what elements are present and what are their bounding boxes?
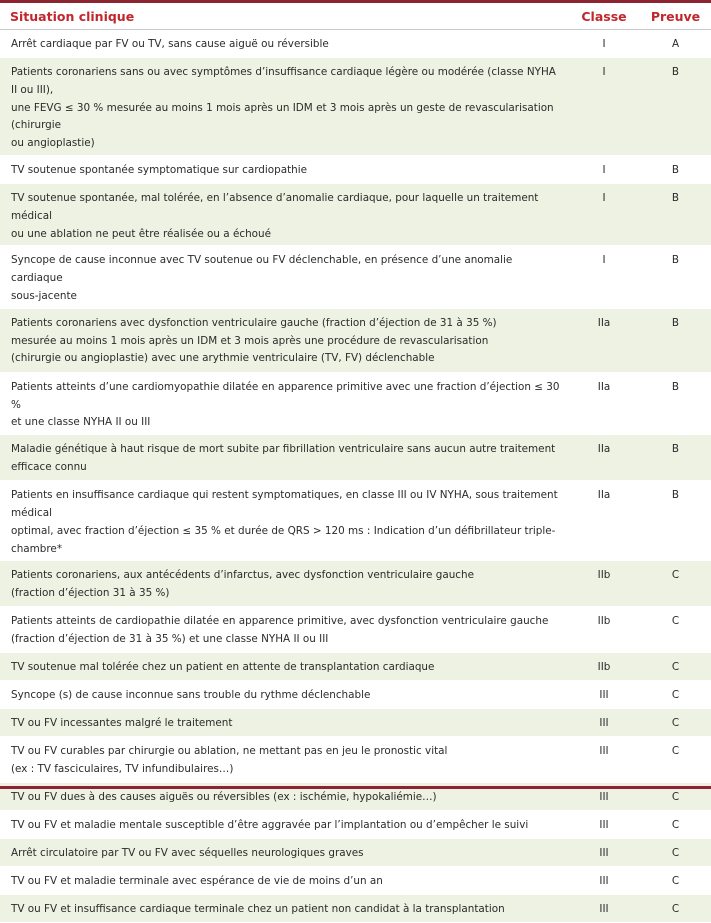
header-row	[0, 3, 711, 30]
situation-line: Maladie génétique à haut risque de mort subite par fibrillation ventriculaire sans aucun autre traitement	[11, 443, 556, 456]
situation-line: sous-jacente	[11, 289, 77, 302]
situation-cell	[0, 653, 568, 681]
situation-cell	[0, 183, 568, 245]
situation-line: Patients coronariens, aux antécédents d’infarctus, avec dysfonction ventriculaire gauche	[11, 569, 474, 582]
situation-line: ou angioplastie)	[11, 137, 95, 150]
preuve-cell: C	[640, 839, 711, 867]
preuve-cell: B	[640, 183, 711, 245]
situation-line: Syncope de cause inconnue avec TV soutenue ou FV déclenchable, en présence d’une anomalie cardiaque	[11, 254, 513, 285]
situation-cell	[0, 839, 568, 867]
situation-cell	[0, 709, 568, 737]
table-header	[0, 3, 711, 30]
classe-cell: I	[568, 58, 640, 156]
table-row	[0, 607, 711, 653]
situation-line: Patients atteints de cardiopathie dilatée en apparence primitive, avec dysfonction ventriculaire gauche	[11, 615, 549, 628]
situation-line: TV ou FV dues à des causes aiguës ou réversibles (ex : ischémie, hypokaliémie…)	[11, 791, 437, 804]
situation-line: TV ou FV incessantes malgré le traitement	[11, 717, 233, 730]
situation-line: optimal, avec fraction d’éjection ≤ 35 % et durée de QRS > 120 ms : Indication d’un défibrillateur triple-chambre*	[11, 524, 556, 555]
situation-line: une FEVG ≤ 30 % mesurée au moins 1 mois après un IDM et 3 mois après un geste de revascularisation (chirurgie	[11, 101, 554, 132]
table-row	[0, 435, 711, 481]
situation-line: (chirurgie ou angioplastie) avec une arythmie ventriculaire (TV, FV) déclenchable	[11, 352, 435, 365]
table-row	[0, 681, 711, 709]
classe-cell: III	[568, 709, 640, 737]
classe-cell: III	[568, 737, 640, 783]
table-row	[0, 561, 711, 607]
classe-cell: I	[568, 30, 640, 58]
situation-line: Patients coronariens sans ou avec symptômes d’insuffisance cardiaque légère ou modérée (classe NYHA II ou III),	[11, 66, 556, 96]
situation-line: (ex : TV fasciculaires, TV infundibulaires…)	[11, 763, 234, 776]
table-row	[0, 30, 711, 58]
table-row	[0, 183, 711, 245]
table-row	[0, 709, 711, 737]
classe-cell: I	[568, 155, 640, 183]
preuve-cell: C	[640, 867, 711, 895]
situation-cell	[0, 30, 568, 58]
situation-line: efficace connu	[11, 460, 87, 473]
preuve-cell: C	[640, 737, 711, 783]
situation-cell	[0, 435, 568, 481]
preuve-cell: C	[640, 681, 711, 709]
header-situation: Situation clinique	[0, 3, 568, 30]
classe-cell: IIa	[568, 372, 640, 434]
situation-cell	[0, 58, 568, 156]
classe-cell: III	[568, 681, 640, 709]
situation-line: ou une ablation ne peut être réalisée ou a échoué	[11, 227, 271, 240]
preuve-cell: B	[640, 58, 711, 156]
table-row	[0, 811, 711, 839]
table-row	[0, 737, 711, 783]
situation-line: TV soutenue mal tolérée chez un patient en attente de transplantation cardiaque	[11, 661, 435, 674]
preuve-cell: C	[640, 895, 711, 923]
header-classe: Classe	[568, 3, 640, 30]
classe-cell: I	[568, 183, 640, 245]
table-row	[0, 867, 711, 895]
classe-cell: III	[568, 895, 640, 923]
situation-cell	[0, 607, 568, 653]
preuve-cell: C	[640, 709, 711, 737]
classe-cell: III	[568, 811, 640, 839]
preuve-cell: C	[640, 607, 711, 653]
situation-cell	[0, 372, 568, 434]
classe-cell: I	[568, 246, 640, 308]
preuve-cell: A	[640, 30, 711, 58]
situation-line: et une classe NYHA II ou III	[11, 416, 151, 429]
situation-line: Arrêt circulatoire par TV ou FV avec séquelles neurologiques graves	[11, 847, 364, 860]
table-row	[0, 308, 711, 372]
preuve-cell: B	[640, 155, 711, 183]
preuve-cell: C	[640, 811, 711, 839]
table-row	[0, 839, 711, 867]
situation-cell	[0, 737, 568, 783]
preuve-cell: B	[640, 308, 711, 372]
table-row	[0, 653, 711, 681]
header-preuve: Preuve	[640, 3, 711, 30]
table-row	[0, 895, 711, 923]
classe-cell: IIa	[568, 435, 640, 481]
situation-line: TV soutenue spontanée, mal tolérée, en l’absence d’anomalie cardiaque, pour laquelle un traitement médical	[11, 191, 539, 222]
situation-cell	[0, 155, 568, 183]
preuve-cell: B	[640, 481, 711, 561]
situation-cell	[0, 895, 568, 923]
preuve-cell: C	[640, 561, 711, 607]
situation-cell	[0, 811, 568, 839]
preuve-cell: C	[640, 783, 711, 811]
situation-cell	[0, 481, 568, 561]
situation-cell	[0, 246, 568, 308]
situation-line: TV soutenue spontanée symptomatique sur cardiopathie	[11, 163, 308, 176]
situation-line: TV ou FV et insuffisance cardiaque terminale chez un patient non candidat à la transplantation	[11, 903, 505, 916]
classe-cell: III	[568, 783, 640, 811]
situation-cell	[0, 867, 568, 895]
preuve-cell: B	[640, 372, 711, 434]
table-row	[0, 155, 711, 183]
classe-cell: IIb	[568, 607, 640, 653]
classe-cell: IIb	[568, 653, 640, 681]
situation-line: (fraction d’éjection 31 à 35 %)	[11, 587, 170, 600]
situation-line: (fraction d’éjection de 31 à 35 %) et une classe NYHA II ou III	[11, 633, 329, 646]
situation-line: TV ou FV et maladie terminale avec espérance de vie de moins d’un an	[11, 875, 383, 888]
table-row	[0, 58, 711, 156]
indications-table	[0, 3, 711, 923]
table-row	[0, 246, 711, 308]
preuve-cell: B	[640, 246, 711, 308]
classe-cell: III	[568, 867, 640, 895]
preuve-cell: B	[640, 435, 711, 481]
situation-line: Arrêt cardiaque par FV ou TV, sans cause aiguë ou réversible	[11, 38, 329, 50]
situation-line: Patients atteints d’une cardiomyopathie dilatée en apparence primitive avec une fraction d’éjection ≤ 30 %	[11, 380, 560, 411]
table-row	[0, 372, 711, 434]
classe-cell: IIb	[568, 561, 640, 607]
situation-line: Patients coronariens avec dysfonction ventriculaire gauche (fraction d’éjection de 31 à 35 %)	[11, 316, 497, 329]
situation-cell	[0, 681, 568, 709]
table-row	[0, 481, 711, 561]
situation-line: TV ou FV et maladie mentale susceptible d’être aggravée par l’implantation ou d’empêcher le suivi	[11, 819, 529, 832]
classe-cell: III	[568, 839, 640, 867]
preuve-cell: C	[640, 653, 711, 681]
situation-line: Syncope (s) de cause inconnue sans trouble du rythme déclenchable	[11, 689, 371, 702]
situation-line: mesurée au moins 1 mois après un IDM et 3 mois après une procédure de revascularisation	[11, 334, 489, 347]
situation-cell	[0, 561, 568, 607]
classe-cell: IIa	[568, 481, 640, 561]
situation-line: Patients en insuffisance cardiaque qui restent symptomatiques, en classe III ou IV NYHA, sous traitement médical	[11, 489, 558, 519]
situation-cell	[0, 308, 568, 372]
situation-line: TV ou FV curables par chirurgie ou ablation, ne mettant pas en jeu le pronostic vital	[11, 745, 448, 758]
classe-cell: IIa	[568, 308, 640, 372]
